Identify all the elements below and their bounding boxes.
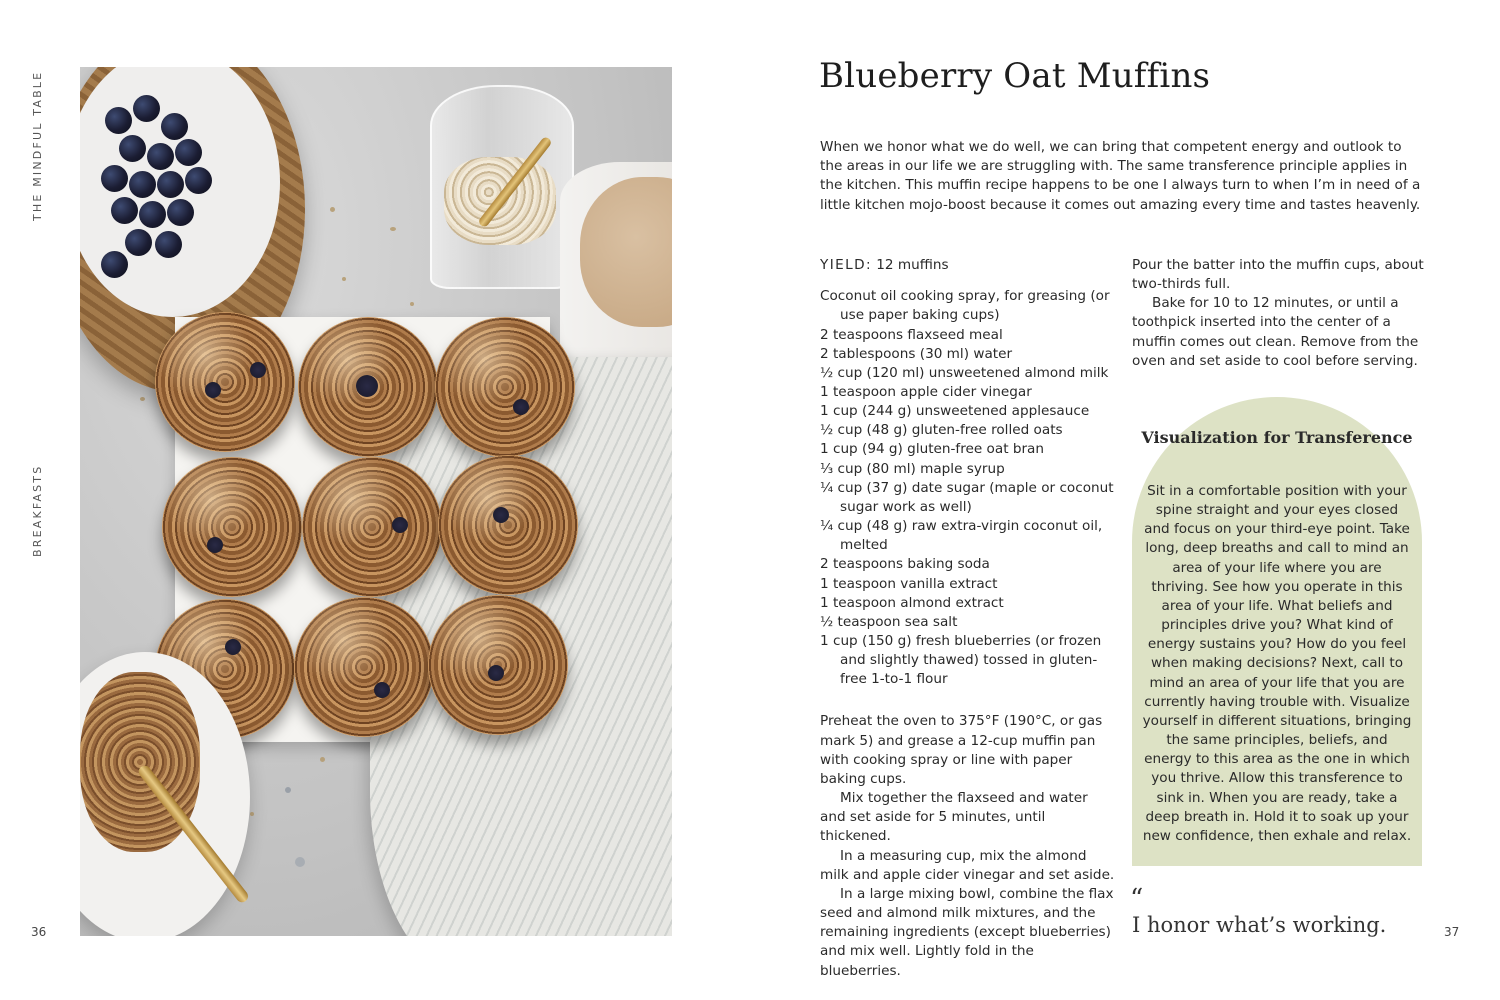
ingredient-item: 1 teaspoon vanilla extract xyxy=(820,575,998,592)
step-3: In a measuring cup, mix the almond milk and apple cider vinegar and set aside. xyxy=(820,847,1115,883)
step-2: Mix together the flaxseed and water and set aside for 5 minutes, until thickened. xyxy=(820,790,1088,845)
muffins-photo xyxy=(80,67,672,936)
step-1: Preheat the oven to 375°F (190°C, or gas mark 5) and grease a 12-cup muffin pan with cooking spray or line with paper baking cups. xyxy=(820,713,1103,787)
ingredient-item: 2 teaspoons flaxseed meal xyxy=(820,326,1003,343)
page-number-right: 37 xyxy=(1444,925,1460,939)
quote-mark: “ xyxy=(1130,884,1144,914)
page-number-left: 36 xyxy=(31,925,47,939)
yield-value: 12 muffins xyxy=(876,257,949,273)
ingredient-list xyxy=(820,287,1115,689)
ingredient-item: ½ cup (120 ml) unsweetened almond milk xyxy=(820,364,1109,381)
ingredient-item: ¼ cup (37 g) date sugar (maple or coconut sugar work as well) xyxy=(820,479,1114,515)
step-4: In a large mixing bowl, combine the flax seed and almond milk mixtures, and the remaining ingredients (except blueberries) and mix well. Lightly fold in the blueberries. xyxy=(820,885,1114,979)
ingredient-item: ½ teaspoon sea salt xyxy=(820,613,958,630)
ingredient-item: ¼ cup (48 g) raw extra-virgin coconut oil, melted xyxy=(820,518,1103,554)
ingredient-item: 1 cup (150 g) fresh blueberries (or frozen and slightly thawed) tossed in gluten-free 1-to-1 flour xyxy=(820,633,1102,688)
ingredient-item: 1 cup (94 g) gluten-free oat bran xyxy=(820,441,1045,458)
ingredient-item: 1 cup (244 g) unsweetened applesauce xyxy=(820,403,1090,420)
ingredient-item: 1 teaspoon apple cider vinegar xyxy=(820,383,1032,400)
affirmation-quote: I honor what’s working. xyxy=(1132,913,1387,937)
sidebar-title: Visualization for Transference xyxy=(1141,428,1413,447)
section-label: BREAKFASTS xyxy=(31,464,44,557)
ingredient-item: ⅓ cup (80 ml) maple syrup xyxy=(820,460,1005,477)
step-6: Bake for 10 to 12 minutes, or until a toothpick inserted into the center of a muffin comes out clean. Remove from the oven and set aside to cool before serving. xyxy=(1132,295,1419,369)
ingredient-item: ½ cup (48 g) gluten-free rolled oats xyxy=(820,422,1063,439)
step-5: Pour the batter into the muffin cups, about two-thirds full. xyxy=(1132,257,1424,293)
sidebar-body: Sit in a comfortable position with your spine straight and your eyes closed and focus on your third-eye point. Take long, deep breaths and call to mind an area of your life where you are thriving. See how you operate in this area of your life. What beliefs and principles drive you? What kind of energy sustains you? How do you feel when making decisions? Next, call to mind an area of your life that you are currently having trouble with. Visualize yourself in different situations, bringing the same principles, beliefs, and energy to this area as the one in which you thrive. Allow this transference to sink in. When you are ready, take a deep breath in. Hold it to soak up your new confidence, then exhale and relax. xyxy=(1142,483,1412,844)
running-head: THE MINDFUL TABLE xyxy=(31,70,44,221)
recipe-title: Blueberry Oat Muffins xyxy=(819,56,1211,96)
ingredient-item: 1 teaspoon almond extract xyxy=(820,594,1004,611)
ingredient-item: 2 tablespoons (30 ml) water xyxy=(820,345,1013,362)
directions-column xyxy=(1132,256,1427,371)
ingredients-column xyxy=(820,256,1115,981)
ingredient-item: 2 teaspoons baking soda xyxy=(820,556,990,573)
ingredient-item: Coconut oil cooking spray, for greasing (or use paper baking cups) xyxy=(820,288,1110,324)
yield-label: YIELD: xyxy=(820,257,872,273)
intro-paragraph: When we honor what we do well, we can bring that competent energy and outlook to the areas in our life we are struggling with. The same transference principle applies in the kitchen. This muffin recipe happens to be one I always turn to when I’m in need of a little kitchen mojo-boost because it comes out amazing every time and tastes heavenly. xyxy=(820,139,1421,213)
yield xyxy=(820,256,1115,275)
